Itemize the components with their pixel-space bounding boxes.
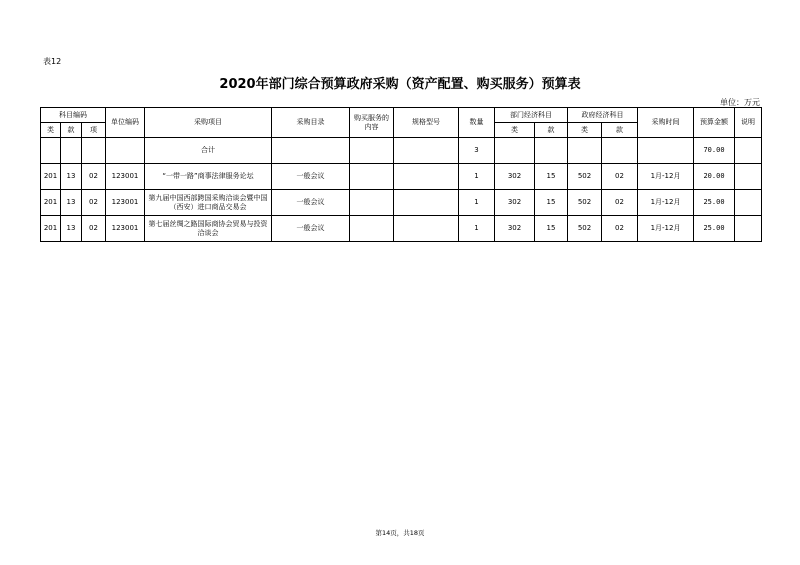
- header-budget-amount: 预算金额: [694, 108, 735, 138]
- table-row: [41, 216, 762, 242]
- cell: [272, 138, 350, 164]
- cell-quantity: 1: [459, 190, 495, 216]
- cell-dept-lei: 302: [495, 164, 535, 190]
- cell: [495, 138, 535, 164]
- page-title: 2020年部门综合预算政府采购（资产配置、购买服务）预算表: [219, 77, 581, 92]
- header-row-1: [41, 108, 762, 123]
- cell-service: [350, 164, 394, 190]
- cell-service: [350, 190, 394, 216]
- header-purchase-item: 采购项目: [145, 108, 272, 138]
- cell-lei: 201: [41, 216, 61, 242]
- header-purchase-time: 采购时间: [638, 108, 694, 138]
- cell-catalog: 一般会议: [272, 190, 350, 216]
- header-subject-code: 科目编码: [41, 108, 106, 123]
- header-lei: 类: [41, 123, 61, 138]
- cell-dept-kuan: 15: [535, 164, 568, 190]
- header-xiang: 项: [82, 123, 106, 138]
- cell-xiang: 02: [82, 190, 106, 216]
- cell-spec: [394, 164, 459, 190]
- cell-remark: [735, 216, 762, 242]
- cell-kuan: 13: [61, 190, 82, 216]
- cell-time: 1月-12月: [638, 164, 694, 190]
- cell-catalog: 一般会议: [272, 216, 350, 242]
- cell-xiang: 02: [82, 216, 106, 242]
- cell-unit-code: 123001: [106, 164, 145, 190]
- cell-gov-kuan: 02: [602, 190, 638, 216]
- header-dept-econ-subject: 部门经济科目: [495, 108, 568, 123]
- cell-kuan: 13: [61, 164, 82, 190]
- cell-dept-kuan: 15: [535, 190, 568, 216]
- cell-time: 1月-12月: [638, 216, 694, 242]
- cell-unit-code: 123001: [106, 216, 145, 242]
- cell-quantity: 1: [459, 164, 495, 190]
- cell-kuan: 13: [61, 216, 82, 242]
- header-dept-lei: 类: [495, 123, 535, 138]
- cell-item: 第九届中国西部跨国采购洽谈会暨中国（西安）进口商品交易会: [145, 190, 272, 216]
- unit-label: 单位：万元: [720, 98, 760, 107]
- cell-xiang: 02: [82, 164, 106, 190]
- total-label: 合计: [145, 138, 272, 164]
- cell: [106, 138, 145, 164]
- cell-dept-kuan: 15: [535, 216, 568, 242]
- cell-amount: 25.00: [694, 190, 735, 216]
- cell-amount: 20.00: [694, 164, 735, 190]
- cell-item: 第七届丝绸之路国际商协会贸易与投资洽谈会: [145, 216, 272, 242]
- cell: [568, 138, 602, 164]
- header-remark: 说明: [735, 108, 762, 138]
- cell-unit-code: 123001: [106, 190, 145, 216]
- table-row: [41, 190, 762, 216]
- cell: [638, 138, 694, 164]
- cell-gov-lei: 502: [568, 164, 602, 190]
- cell: [82, 138, 106, 164]
- budget-table: [40, 107, 762, 242]
- cell-dept-lei: 302: [495, 216, 535, 242]
- header-unit-code: 单位编码: [106, 108, 145, 138]
- header-purchase-catalog: 采购目录: [272, 108, 350, 138]
- cell-quantity: 1: [459, 216, 495, 242]
- cell-gov-kuan: 02: [602, 216, 638, 242]
- cell: [41, 138, 61, 164]
- header-gov-lei: 类: [568, 123, 602, 138]
- cell-item: “一带一路”商事法律服务论坛: [145, 164, 272, 190]
- cell-service: [350, 216, 394, 242]
- table-row: [41, 164, 762, 190]
- header-quantity: 数量: [459, 108, 495, 138]
- cell-gov-lei: 502: [568, 216, 602, 242]
- cell: [535, 138, 568, 164]
- cell-catalog: 一般会议: [272, 164, 350, 190]
- header-kuan: 款: [61, 123, 82, 138]
- cell: [350, 138, 394, 164]
- total-quantity: 3: [459, 138, 495, 164]
- header-gov-kuan: 款: [602, 123, 638, 138]
- table-tag: 表12: [43, 57, 62, 66]
- cell-remark: [735, 164, 762, 190]
- header-dept-kuan: 款: [535, 123, 568, 138]
- cell-spec: [394, 190, 459, 216]
- cell-dept-lei: 302: [495, 190, 535, 216]
- cell: [735, 138, 762, 164]
- cell-lei: 201: [41, 190, 61, 216]
- cell-spec: [394, 216, 459, 242]
- cell-gov-lei: 502: [568, 190, 602, 216]
- cell: [394, 138, 459, 164]
- cell: [61, 138, 82, 164]
- page-footer: 第14页，共18页: [375, 529, 425, 537]
- header-spec-model: 规格型号: [394, 108, 459, 138]
- total-amount: 70.00: [694, 138, 735, 164]
- cell: [602, 138, 638, 164]
- cell-remark: [735, 190, 762, 216]
- header-service-content: 购买服务的内容: [350, 108, 394, 138]
- cell-lei: 201: [41, 164, 61, 190]
- cell-amount: 25.00: [694, 216, 735, 242]
- cell-time: 1月-12月: [638, 190, 694, 216]
- total-row: [41, 138, 762, 164]
- cell-gov-kuan: 02: [602, 164, 638, 190]
- header-gov-econ-subject: 政府经济科目: [568, 108, 638, 123]
